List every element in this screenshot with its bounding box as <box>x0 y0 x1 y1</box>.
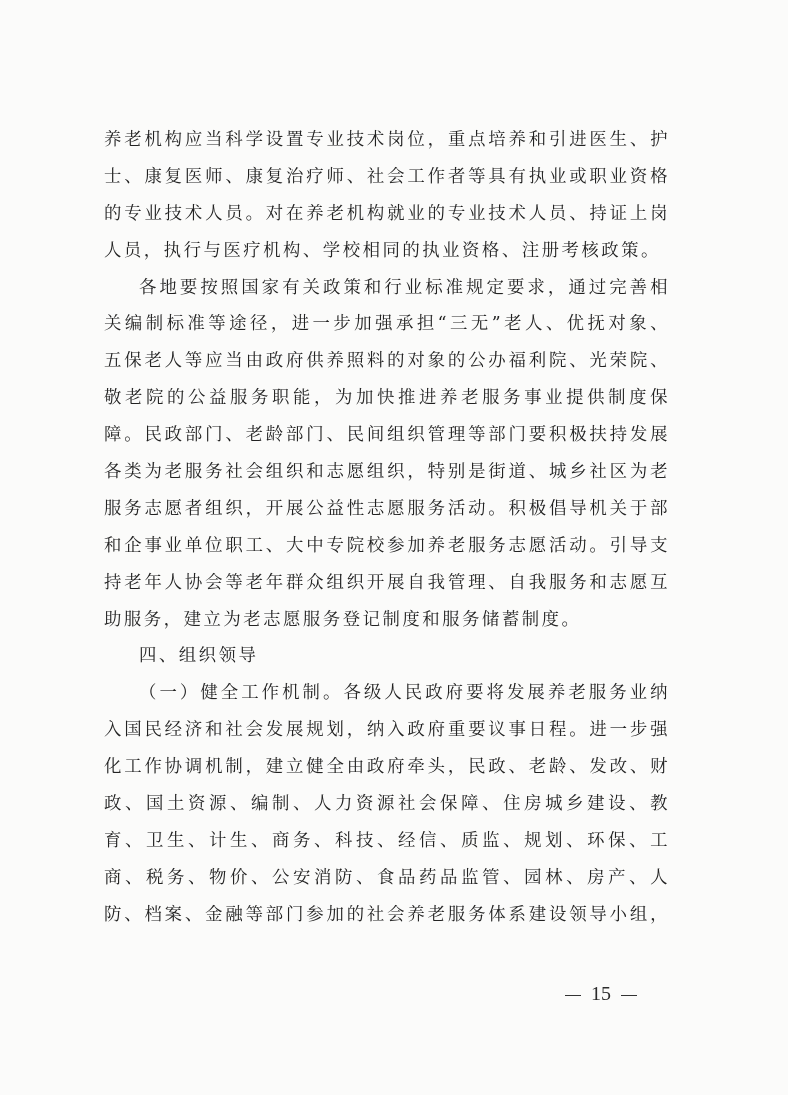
text-line: 养老机构应当科学设置专业技术岗位，重点培养和引进医生、护 <box>104 130 670 150</box>
text-line: 的专业技术人员。对在养老机构就业的专业技术人员、持证上岗 <box>104 203 670 224</box>
section-heading: 四、组织领导 <box>139 646 259 667</box>
page-number-right-dash <box>621 995 637 996</box>
page-number: 15 <box>591 982 611 1005</box>
page-footer <box>556 982 646 1006</box>
text-line: 各类为老服务社会组织和志愿组织，特别是街道、城乡社区为老 <box>104 462 670 483</box>
page-number-left-dash <box>565 995 581 996</box>
text-line: 各地要按照国家有关政策和行业标准规定要求，通过完善相 <box>139 277 670 298</box>
text-line: 防、档案、金融等部门参加的社会养老服务体系建设领导小组， <box>104 904 670 925</box>
body-text <box>104 122 670 934</box>
text-line: 商、税务、物价、公安消防、食品药品监管、园林、房产、人 <box>104 867 670 888</box>
text-line: 服务志愿者组织，开展公益性志愿服务活动。积极倡导机关于部 <box>104 498 670 519</box>
text-line: 和企事业单位职工、大中专院校参加养老服务志愿活动。引导支 <box>104 535 670 556</box>
text-line: 入国民经济和社会发展规划，纳入政府重要议事日程。进一步强 <box>104 720 670 741</box>
text-line: 育、卫生、计生、商务、科技、经信、质监、规划、环保、工 <box>104 830 670 851</box>
text-line: 持老年人协会等老年群众组织开展自我管理、自我服务和志愿互 <box>104 572 670 593</box>
text-line: 障。民政部门、老龄部门、民间组织管理等部门要积极扶持发展 <box>104 425 670 446</box>
text-line: 敬老院的公益服务职能，为加快推进养老服务事业提供制度保 <box>104 388 670 409</box>
text-line: 五保老人等应当由政府供养照料的对象的公办福利院、光荣院、 <box>104 351 670 372</box>
text-line: 人员，执行与医疗机构、学校相同的执业资格、注册考核政策。 <box>104 240 661 261</box>
text-line: （一）健全工作机制。各级人民政府要将发展养老服务业纳 <box>139 683 670 704</box>
text-line: 政、国土资源、编制、人力资源社会保障、住房城乡建设、教 <box>104 794 670 815</box>
text-line: 关编制标准等途径，进一步加强承担“三无”老人、优抚对象、 <box>104 314 670 335</box>
text-line: 化工作协调机制，建立健全由政府牵头，民政、老龄、发改、财 <box>104 757 670 778</box>
text-line: 助服务，建立为老志愿服务登记制度和服务储蓄制度。 <box>104 609 582 630</box>
text-line: 士、康复医师、康复治疗师、社会工作者等具有执业或职业资格 <box>104 166 670 187</box>
